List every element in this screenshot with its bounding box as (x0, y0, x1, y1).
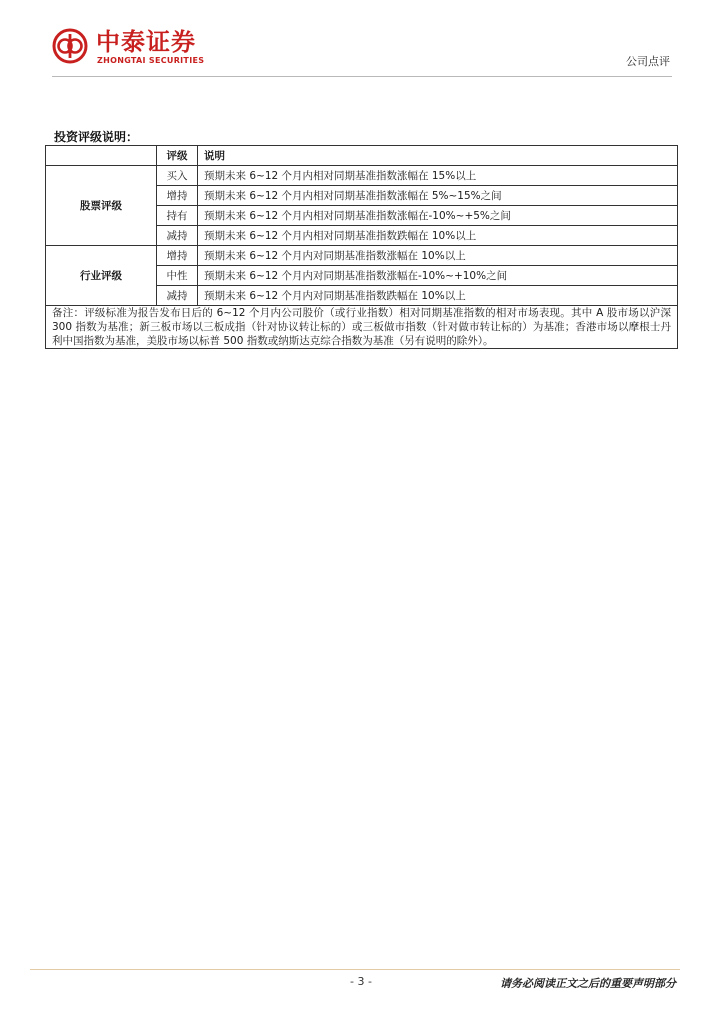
description-cell: 预期未来 6~12 个月内相对同期基准指数涨幅在 15%以上 (198, 166, 678, 186)
header-grade-cell: 评级 (157, 146, 198, 166)
header-description-cell: 说明 (198, 146, 678, 166)
table-row (46, 246, 678, 266)
description-cell: 预期未来 6~12 个月内相对同期基准指数涨幅在 5%~15%之间 (198, 186, 678, 206)
description-cell: 预期未来 6~12 个月内对同期基准指数跌幅在 10%以上 (198, 286, 678, 306)
grade-cell: 增持 (157, 186, 198, 206)
header-category-cell (46, 146, 157, 166)
category-industry-rating: 行业评级 (46, 246, 157, 306)
grade-cell: 持有 (157, 206, 198, 226)
description-cell: 预期未来 6~12 个月内相对同期基准指数涨幅在-10%~+5%之间 (198, 206, 678, 226)
description-cell: 预期未来 6~12 个月内对同期基准指数涨幅在 10%以上 (198, 246, 678, 266)
rating-table (45, 145, 678, 349)
grade-cell: 买入 (157, 166, 198, 186)
report-type-label: 公司点评 (626, 55, 670, 68)
table-header-row (46, 146, 678, 166)
footer-divider (30, 969, 680, 970)
zhongtai-logo-icon (52, 28, 88, 64)
table-row (46, 166, 678, 186)
description-cell: 预期未来 6~12 个月内相对同期基准指数跌幅在 10%以上 (198, 226, 678, 246)
header-divider (52, 76, 672, 77)
section-title: 投资评级说明： (54, 130, 139, 144)
brand-name-en: ZHONGTAI SECURITIES (97, 56, 205, 65)
grade-cell: 增持 (157, 246, 198, 266)
brand-name-cn: 中泰证券 (96, 28, 196, 56)
page-number: - 3 - (350, 975, 372, 988)
page-header (52, 28, 672, 72)
grade-cell: 中性 (157, 266, 198, 286)
rating-note: 备注：评级标准为报告发布日后的 6~12 个月内公司股价（或行业指数）相对同期基准指数的相对市场表现。其中 A 股市场以沪深 300 指数为基准；新三板市场以三板成指（针对协议转让标的）或三板做市指数（针对做市转让标的）为基准；香港市场以摩根士丹利中国指数为基准，美股市场以标普 500 指数或纳斯达克综合指数为基准（另有说明的除外）。 (46, 306, 678, 349)
description-cell: 预期未来 6~12 个月内对同期基准指数涨幅在-10%~+10%之间 (198, 266, 678, 286)
grade-cell: 减持 (157, 226, 198, 246)
footer-disclaimer: 请务必阅读正文之后的重要声明部分 (500, 977, 676, 990)
category-stock-rating: 股票评级 (46, 166, 157, 246)
grade-cell: 减持 (157, 286, 198, 306)
table-note-row (46, 306, 678, 349)
